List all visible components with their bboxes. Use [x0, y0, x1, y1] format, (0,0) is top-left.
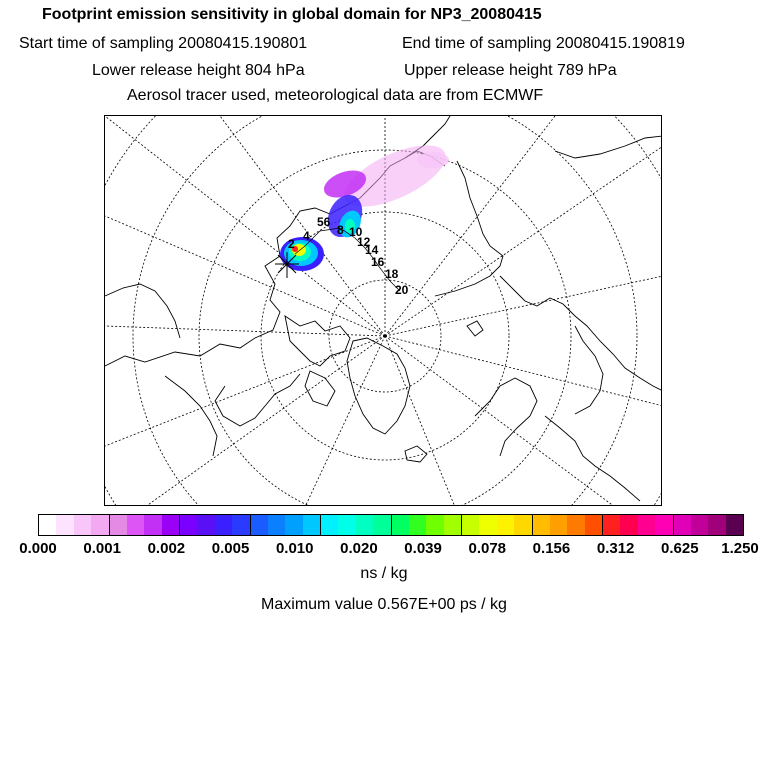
trajectory-label: 10	[349, 225, 363, 239]
release-lower-height: Lower release height 804 hPa	[92, 62, 305, 79]
trajectory-label: 18	[385, 267, 399, 281]
trajectory-label: 20	[395, 283, 409, 297]
colorbar-segment	[550, 515, 567, 535]
colorbar-segment	[674, 515, 691, 535]
arctic-islands-2	[305, 371, 335, 406]
colorbar-tick-label: 0.039	[404, 540, 442, 557]
maximum-value: Maximum value 0.567E+00 ps / kg	[261, 596, 507, 613]
colorbar-segment	[567, 515, 584, 535]
meridian	[305, 336, 385, 506]
trajectory-label: 56	[317, 215, 331, 229]
trajectory-label: 4	[303, 229, 310, 243]
colorbar-segment	[585, 515, 603, 535]
colorbar-segment	[514, 515, 532, 535]
meridian	[105, 326, 385, 336]
colorbar-segment	[479, 515, 496, 535]
colorbar-segment	[409, 515, 426, 535]
colorbar-segment	[655, 515, 673, 535]
colorbar	[38, 514, 744, 536]
colorbar-segment	[338, 515, 355, 535]
colorbar-tick-label: 0.005	[211, 540, 250, 557]
trajectory-label: 16	[371, 255, 385, 269]
colorbar-segment	[215, 515, 232, 535]
colorbar-segment	[392, 515, 409, 535]
colorbar-segment	[144, 515, 161, 535]
colorbar-segment	[444, 515, 462, 535]
colorbar-segment	[497, 515, 514, 535]
colorbar-segment	[39, 515, 56, 535]
colorbar-tick-label: 0.010	[275, 540, 314, 557]
trajectory-label: 14	[365, 243, 379, 257]
colorbar-segment	[56, 515, 73, 535]
meridian	[385, 336, 455, 506]
colorbar-segment	[127, 515, 144, 535]
meridian	[385, 336, 662, 406]
footprint-halo	[417, 152, 449, 168]
release-upper-height: Upper release height 789 hPa	[404, 62, 617, 79]
colorbar-segment	[638, 515, 655, 535]
colorbar-segment	[691, 515, 708, 535]
colorbar-segment	[462, 515, 479, 535]
sampling-start: Start time of sampling 20080415.190801	[19, 35, 308, 52]
colorbar-segment	[356, 515, 373, 535]
colorbar-segment	[180, 515, 197, 535]
trajectory-label: 12	[357, 235, 371, 249]
colorbar-tick-label: 0.000	[19, 540, 57, 557]
scandinavia-coast	[475, 378, 537, 456]
colorbar-segment	[303, 515, 321, 535]
trajectory-label: 2	[288, 237, 295, 251]
europe-coast	[545, 416, 640, 501]
eurasia-north-coast	[500, 276, 662, 391]
colorbar-segment	[232, 515, 250, 535]
colorbar-segment	[110, 515, 127, 535]
colorbar-tick-label: 0.078	[468, 540, 507, 557]
colorbar-tick-label: 0.020	[340, 540, 378, 557]
arctic-islands	[285, 316, 350, 366]
colorbar-segment	[285, 515, 302, 535]
colorbar-segment	[74, 515, 91, 535]
colorbar-tick-label: 0.625	[661, 540, 699, 557]
colorbar-tick-label: 0.002	[147, 540, 186, 557]
iceland-coast	[405, 446, 427, 462]
colorbar-segment	[373, 515, 391, 535]
colorbar-segment	[708, 515, 725, 535]
tracer-note: Aerosol tracer used, meteorological data are from ECMWF	[127, 87, 544, 104]
greenland-coast	[347, 338, 410, 434]
colorbar-segment	[321, 515, 338, 535]
map-canvas	[105, 116, 662, 506]
colorbar-tick-label: 1.250	[721, 540, 759, 557]
colorbar-segment	[91, 515, 109, 535]
colorbar-segment	[426, 515, 443, 535]
colorbar-segment	[197, 515, 214, 535]
colorbar-segment	[620, 515, 637, 535]
svalbard	[467, 321, 483, 336]
colorbar-segment	[533, 515, 550, 535]
meridian	[385, 276, 662, 336]
polar-map	[104, 115, 662, 506]
sampling-end: End time of sampling 20080415.190819	[402, 35, 685, 52]
colorbar-tick-label: 0.312	[596, 540, 635, 557]
plot-title: Footprint emission sensitivity in global domain for NP3_20080415	[42, 6, 542, 23]
colorbar-tick-label: 0.001	[83, 540, 121, 557]
canada-interior	[165, 376, 217, 456]
meridian	[145, 336, 385, 506]
meridian	[105, 336, 385, 446]
trajectory-label: 8	[337, 223, 344, 237]
colorbar-segment	[251, 515, 268, 535]
siberia-coast	[435, 161, 503, 296]
meridian	[385, 336, 615, 506]
colorbar-segment	[603, 515, 620, 535]
colorbar-units: ns / kg	[360, 565, 408, 582]
colorbar-segment	[726, 515, 743, 535]
western-coast	[105, 284, 180, 338]
hudson-bay-coast	[215, 374, 300, 426]
colorbar-tick-label: 0.156	[532, 540, 571, 557]
colorbar-segment	[162, 515, 180, 535]
colorbar-segment	[268, 515, 285, 535]
